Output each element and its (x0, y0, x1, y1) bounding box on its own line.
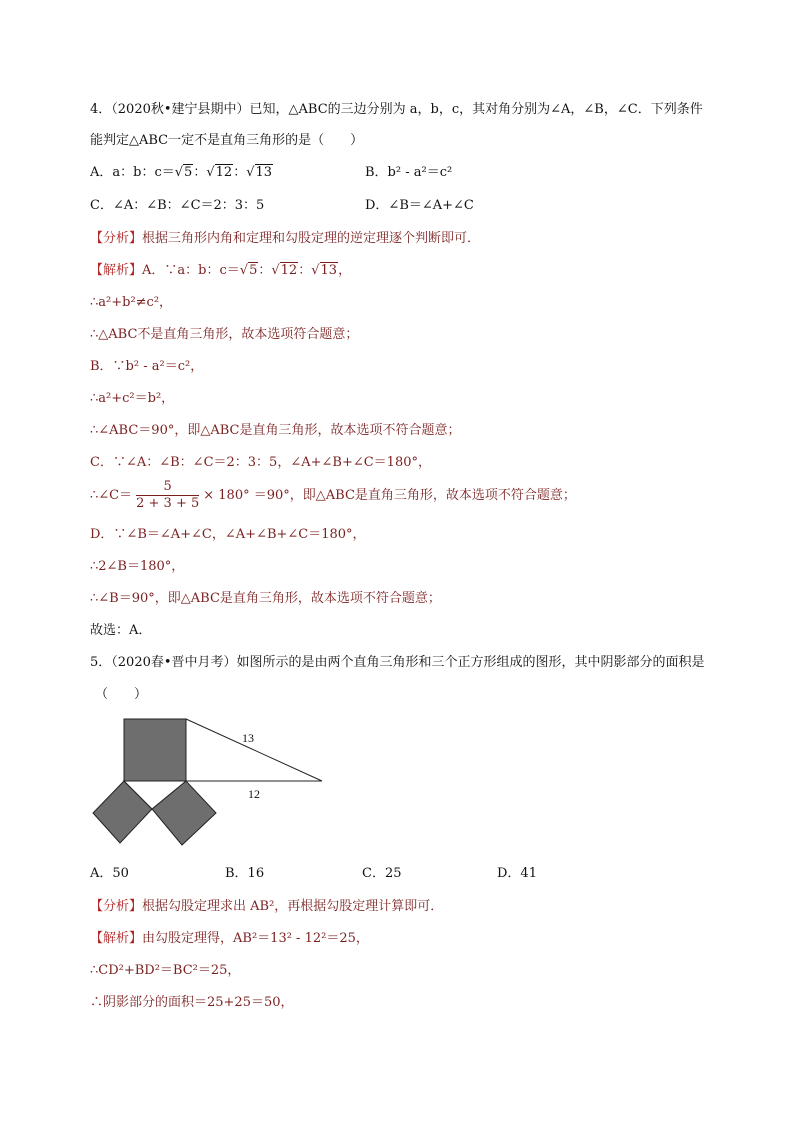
q5-solution-3: ∴阴影部分的面积＝25+25＝50， (90, 995, 294, 1010)
q5-figure (90, 715, 330, 855)
q5-solution-2: ∴CD²+BD²＝BC²＝25， (90, 963, 241, 978)
q5-option-a: A．50 (90, 866, 129, 881)
fraction: $\frac{5}{2 + 3 + 5}$ (136, 479, 200, 511)
top-square (124, 719, 186, 781)
q4-solution-a1: 【解析】A．∵a：b：c＝√5：√12：√13， (90, 263, 352, 278)
sqrt-5: √5 (174, 165, 193, 180)
q4-solution-c1: C．∵∠A：∠B：∠C＝2：3：5，∠A+∠B+∠C＝180°， (90, 455, 431, 470)
q4-option-a: A．a：b：c＝√5：√12：√13 (90, 165, 273, 180)
q5-solution-1: 【解析】由勾股定理得，AB²＝13² - 12²＝25， (90, 931, 369, 946)
q4-stem-line2: 能判定△ABC一定不是直角三角形的是（ ） (90, 133, 364, 148)
right-triangle (186, 719, 322, 781)
q4-solution-a2: ∴a²+b²≠c²， (90, 295, 173, 310)
q4-solution-d2: ∴2∠B＝180°， (90, 559, 185, 574)
q4-option-a-prefix: A．a：b：c＝ (90, 165, 175, 180)
q4-analysis: 【分析】根据三角形内角和定理和勾股定理的逆定理逐个判断即可． (90, 231, 481, 246)
q4-option-c: C．∠A：∠B：∠C＝2：3：5 (90, 198, 265, 213)
q4-solution-d1: D．∵∠B＝∠A+∠C，∠A+∠B+∠C＝180°， (90, 527, 366, 542)
q4-stem-line1: 4．（2020秋•建宁县期中）已知，△ABC的三边分别为 a，b，c，其对角分别为∠A，∠B，∠C．下列条件 (90, 102, 703, 117)
q4-solution-b2: ∴a²+c²＝b²， (90, 391, 175, 406)
solution-tag: 【解析】 (90, 263, 143, 278)
analysis-tag: 【分析】 (90, 231, 143, 246)
label-13: 13 (242, 731, 254, 745)
q4-solution-d3: ∴∠B＝90°，即△ABC是直角三角形，故本选项不符合题意； (90, 591, 441, 606)
q4-option-d: D．∠B＝∠A+∠C (365, 198, 474, 213)
q4-solution-c2: ∴∠C＝ $\frac{5}{2 + 3 + 5}$ × 180° ＝90°，即△ABC是直角三角形，故本选项不符合题意； (90, 479, 576, 511)
q4-answer: 故选：A． (90, 623, 152, 638)
q5-option-c: C．25 (362, 866, 402, 881)
q4-solution-b1: B．∵b² - a²＝c²， (90, 359, 204, 374)
q5-option-b: B．16 (225, 866, 265, 881)
q5-stem-line1: 5．（2020春•晋中月考）如图所示的是由两个直角三角形和三个正方形组成的图形，其中阴影部分的面积是 (90, 655, 705, 670)
q5-option-d: D．41 (497, 866, 537, 881)
label-12: 12 (248, 787, 260, 801)
sqrt-13: √13 (246, 165, 273, 180)
q4-solution-b3: ∴∠ABC＝90°，即△ABC是直角三角形，故本选项不符合题意； (90, 423, 461, 438)
q4-solution-a3: ∴△ABC不是直角三角形，故本选项符合题意； (90, 327, 359, 342)
q4-option-b: B．b² - a²＝c² (365, 165, 453, 180)
q5-stem-line2: （ ） (95, 687, 148, 702)
q5-analysis: 【分析】根据勾股定理求出 AB²，再根据勾股定理计算即可． (90, 899, 444, 914)
sqrt-12: √12 (206, 165, 233, 180)
